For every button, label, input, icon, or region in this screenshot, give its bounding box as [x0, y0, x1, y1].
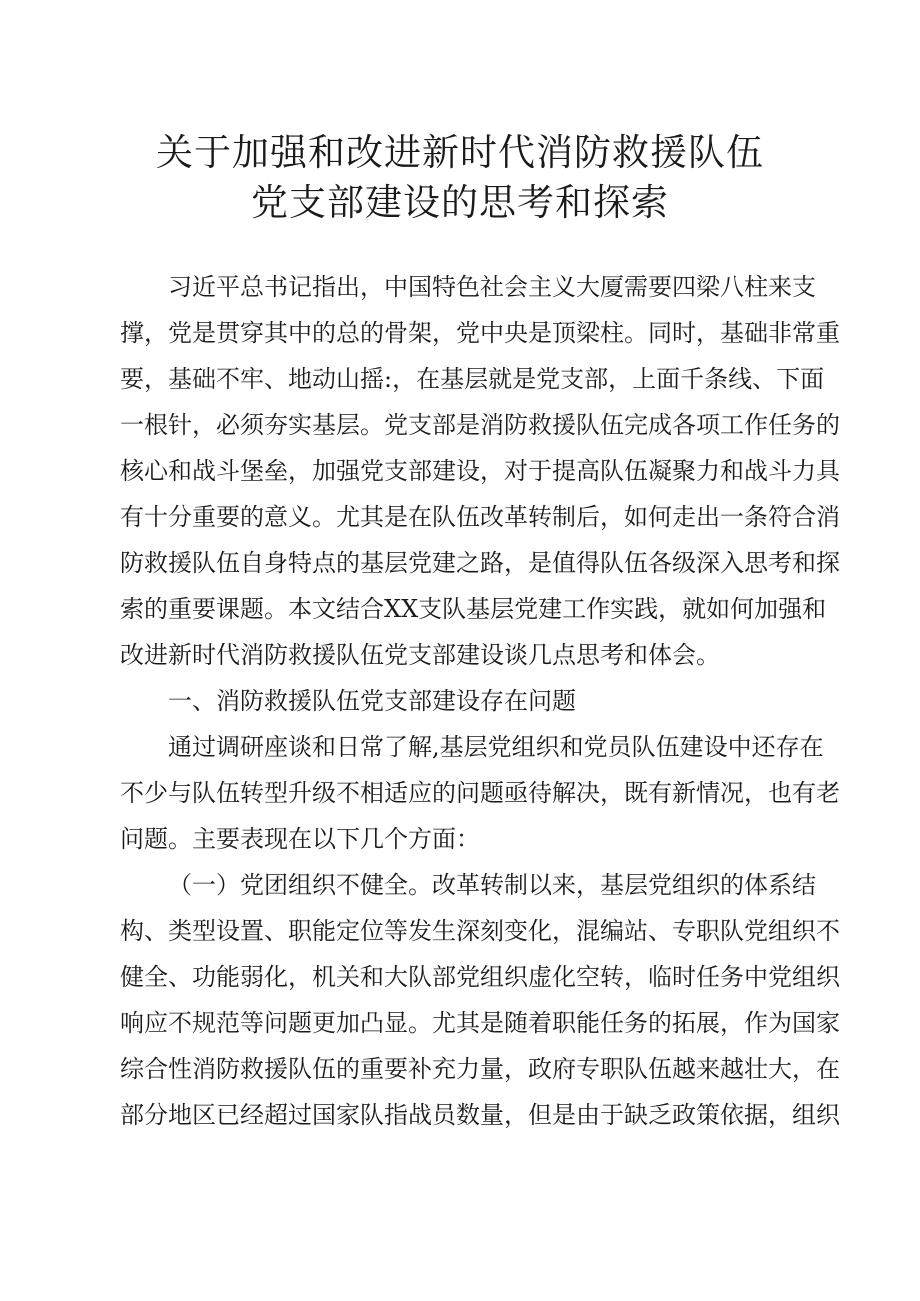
body-line: 核心和战斗堡垒，加强党支部建设，对于提高队伍凝聚力和战斗力具 [120, 457, 840, 485]
body-line: 习近平总书记指出，中国特色社会主义大厦需要四梁八柱来支 [168, 273, 816, 301]
body-line: 构、类型设置、职能定位等发生深刻变化，混编站、专职队党组织不 [120, 917, 840, 945]
body-line: 一根针，必须夯实基层。党支部是消防救援队伍完成各项工作任务的 [120, 411, 840, 439]
body-line: 问题。主要表现在以下几个方面： [120, 825, 480, 853]
body-line: 健全、功能弱化，机关和大队部党组织虚化空转，临时任务中党组织 [120, 963, 840, 991]
body-line: 要，基础不牢、地动山摇:，在基层就是党支部，上面千条线、下面 [120, 365, 825, 393]
document-title-line-2: 党支部建设的思考和探索 [251, 181, 669, 224]
body-line: 防救援队伍自身特点的基层党建之路，是值得队伍各级深入思考和探 [120, 549, 840, 577]
body-line: 部分地区已经超过国家队指战员数量，但是由于缺乏政策依据，组织 [120, 1101, 840, 1129]
body-line: 改进新时代消防救援队伍党支部建设谈几点思考和体会。 [120, 641, 720, 669]
section-heading: 一、消防救援队伍党支部建设存在问题 [168, 687, 576, 715]
body-line: 撑，党是贯穿其中的总的骨架，党中央是顶梁柱。同时，基础非常重 [120, 319, 840, 347]
body-line: 响应不规范等问题更加凸显。尤其是随着职能任务的拓展，作为国家 [120, 1009, 840, 1037]
body-line: 不少与队伍转型升级不相适应的问题亟待解决，既有新情况，也有老 [120, 779, 840, 807]
body-line: 通过调研座谈和日常了解,基层党组织和党员队伍建设中还存在 [168, 733, 824, 761]
body-line: 有十分重要的意义。尤其是在队伍改革转制后，如何走出一条符合消 [120, 503, 840, 531]
document-title-line-1: 关于加强和改进新时代消防救援队伍 [156, 131, 764, 174]
body-line: （一）党团组织不健全。改革转制以来，基层党组织的体系结 [168, 871, 816, 899]
body-line: 索的重要课题。本文结合XX支队基层党建工作实践，就如何加强和 [120, 595, 827, 623]
body-line: 综合性消防救援队伍的重要补充力量，政府专职队伍越来越壮大，在 [120, 1055, 840, 1083]
